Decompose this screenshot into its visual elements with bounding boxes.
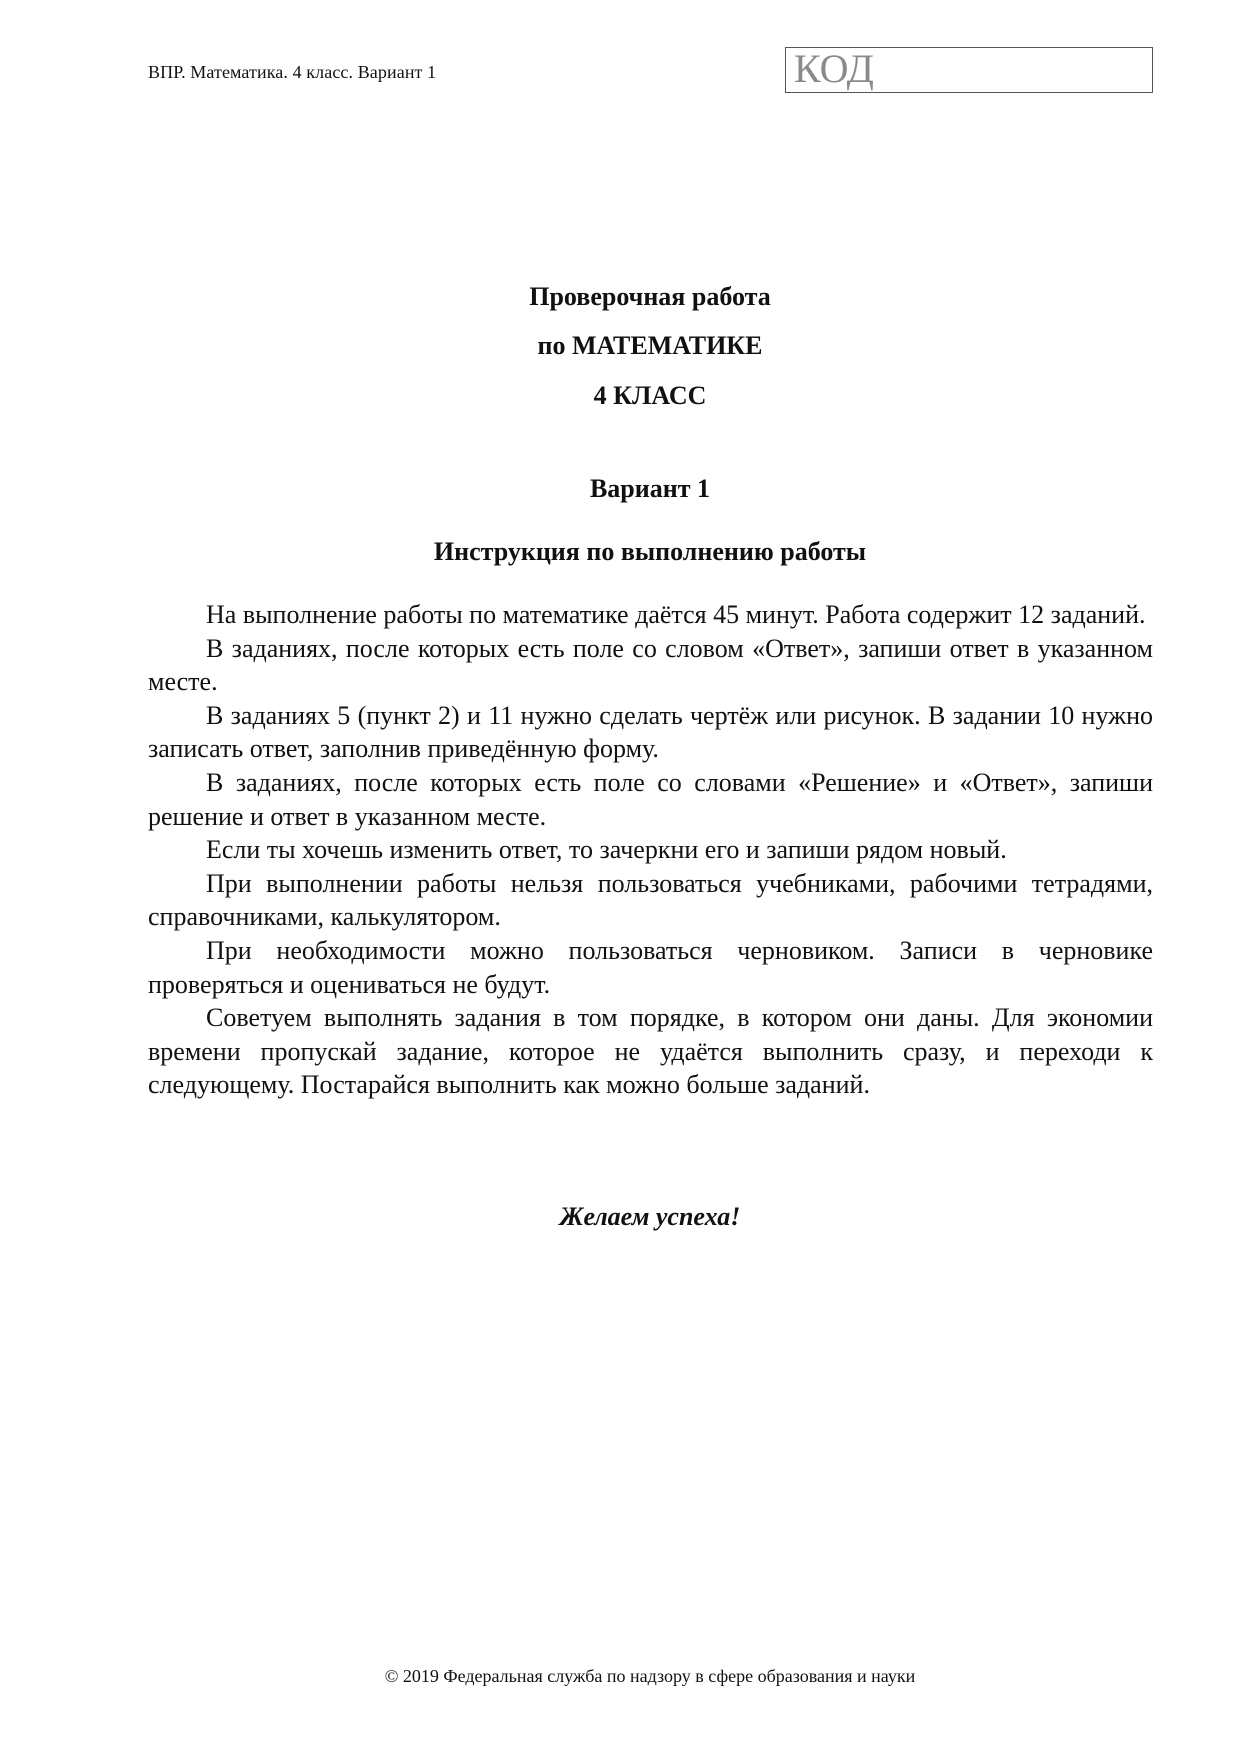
instruction-paragraph: При выполнении работы нельзя пользоваться учебниками, рабочими тетрадями, справочниками, калькулятором. — [148, 868, 1153, 932]
code-label: КОД — [794, 46, 874, 91]
wish-text: Желаем успеха! — [559, 1202, 741, 1231]
instruction-paragraph: В заданиях, после которых есть поле со словами «Решение» и «Ответ», запиши решение и ответ в указанном месте. — [148, 767, 1153, 831]
instruction-paragraph: В заданиях 5 (пункт 2) и 11 нужно сделать чертёж или рисунок. В задании 10 нужно записать ответ, заполнив приведённую форму. — [148, 700, 1153, 764]
doc-title-line-3: 4 КЛАСС — [593, 381, 707, 410]
instruction-paragraph: В заданиях, после которых есть поле со словом «Ответ», запиши ответ в указанном месте. — [148, 633, 1153, 697]
doc-title-line-1: Проверочная работа — [529, 282, 771, 311]
instruction-paragraph: Если ты хочешь изменить ответ, то зачеркни его и запиши рядом новый. — [206, 835, 1007, 865]
header-title: ВПР. Математика. 4 класс. Вариант 1 — [148, 62, 437, 82]
code-box — [785, 47, 1153, 93]
footer-copyright: © 2019 Федеральная служба по надзору в сфере образования и науки — [384, 1666, 916, 1686]
instruction-paragraph: При необходимости можно пользоваться черновиком. Записи в черновике проверяться и оцениваться не будут. — [148, 935, 1153, 999]
instructions-heading: Инструкция по выполнению работы — [433, 537, 867, 566]
instructions-body — [148, 598, 1153, 1102]
doc-title-line-2: по МАТЕМАТИКЕ — [537, 331, 763, 360]
variant-heading: Вариант 1 — [589, 474, 711, 503]
instruction-paragraph: Советуем выполнять задания в том порядке, в котором они даны. Для экономии времени пропускай задание, которое не удаётся выполнить сразу, и переходи к следующему. Постарайся выполнить как можно больше заданий. — [148, 1003, 1153, 1100]
instruction-paragraph: На выполнение работы по математике даётся 45 минут. Работа содержит 12 заданий. — [206, 600, 1146, 629]
